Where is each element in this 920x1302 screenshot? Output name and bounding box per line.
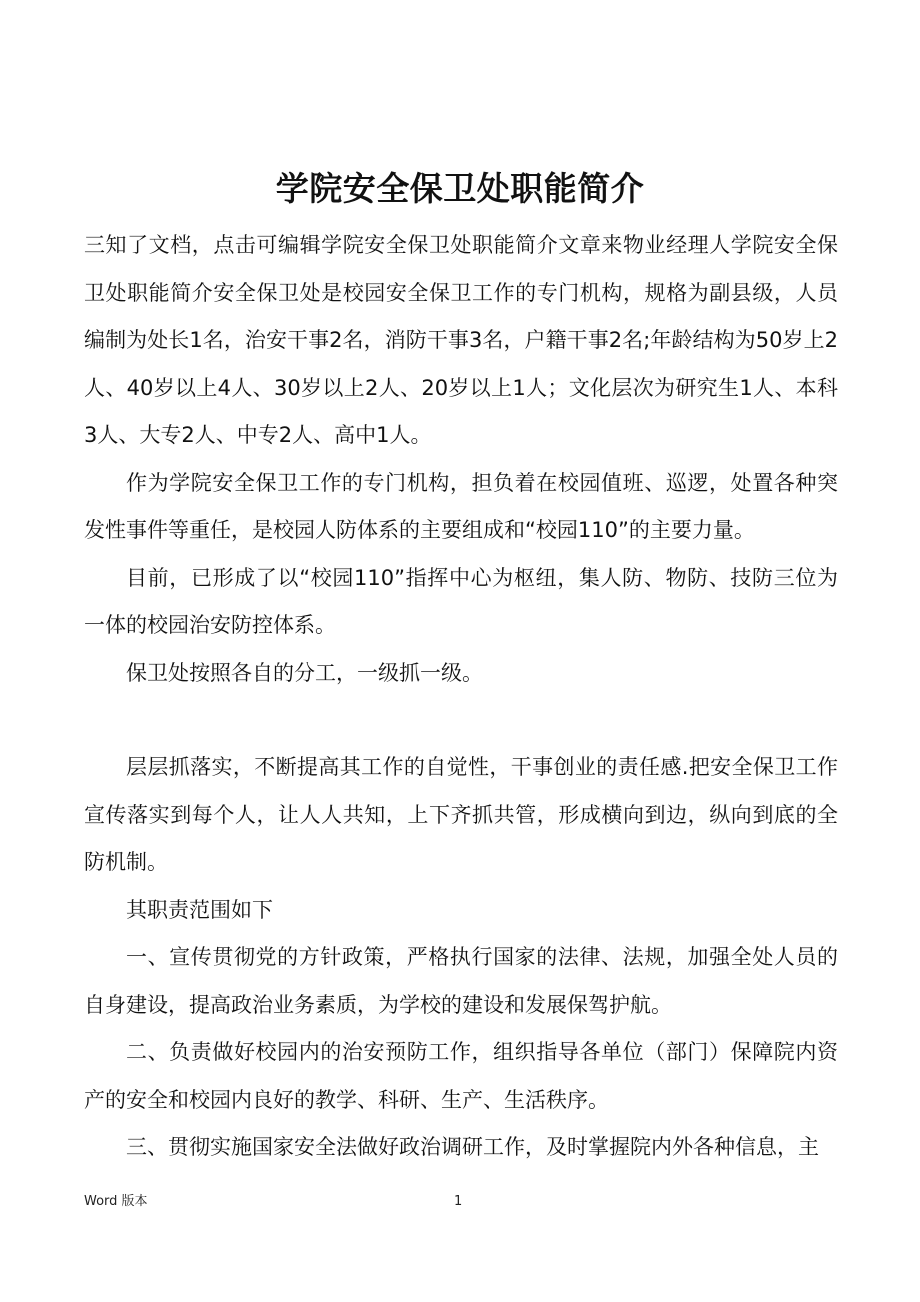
paragraph-role: 作为学院安全保卫工作的专门机构，担负着在校园值班、巡逻，处置各种突发性事件等重任，是校园人防体系的主要组成和“校园110”的主要力量。 xyxy=(84,470,838,542)
page-title: 学院安全保卫处职能简介 xyxy=(275,169,645,209)
paragraph-duty-3: 三、贯彻实施国家安全法做好政治调研工作，及时掌握院内外各种信息，主 xyxy=(126,1135,819,1159)
paragraph-system: 目前，已形成了以“校园110”指挥中心为枢纽，集人防、物防、技防三位为一体的校园治安防控体系。 xyxy=(84,565,838,637)
paragraph-intro: 三知了文档，点击可编辑学院安全保卫处职能简介文章来物业经理人学院安全保卫处职能简介安全保卫处是校园安全保卫工作的专门机构，规格为副县级，人员编制为处长1名，治安干事2名，消防干事3名，户籍干事2名;年龄结构为50岁上2人、40岁以上4人、30岁以上2人、20岁以上1人；文化层次为研究生1人、本科3人、大专2人、中专2人、高中1人。 xyxy=(84,233,838,447)
paragraph-duty-2: 二、负责做好校园内的治安预防工作，组织指导各单位（部门）保障院内资产的安全和校园内良好的教学、科研、生产、生活秩序。 xyxy=(84,1040,838,1112)
paragraph-duty-1: 一、宣传贯彻党的方针政策，严格执行国家的法律、法规，加强全处人员的自身建设，提高政治业务素质，为学校的建设和发展保驾护航。 xyxy=(84,945,838,1017)
footer-version-label: Word 版本 xyxy=(84,1194,148,1209)
paragraph-duties-heading: 其职责范围如下 xyxy=(126,897,273,922)
footer-page-number: 1 xyxy=(454,1194,463,1209)
document-body xyxy=(84,222,838,1172)
paragraph-implementation: 层层抓落实，不断提高其工作的自觉性，干事创业的责任感.把安全保卫工作宣传落实到每个人，让人人共知，上下齐抓共管，形成横向到边，纵向到底的全防机制。 xyxy=(84,755,838,874)
paragraph-division: 保卫处按照各自的分工，一级抓一级。 xyxy=(126,660,483,685)
